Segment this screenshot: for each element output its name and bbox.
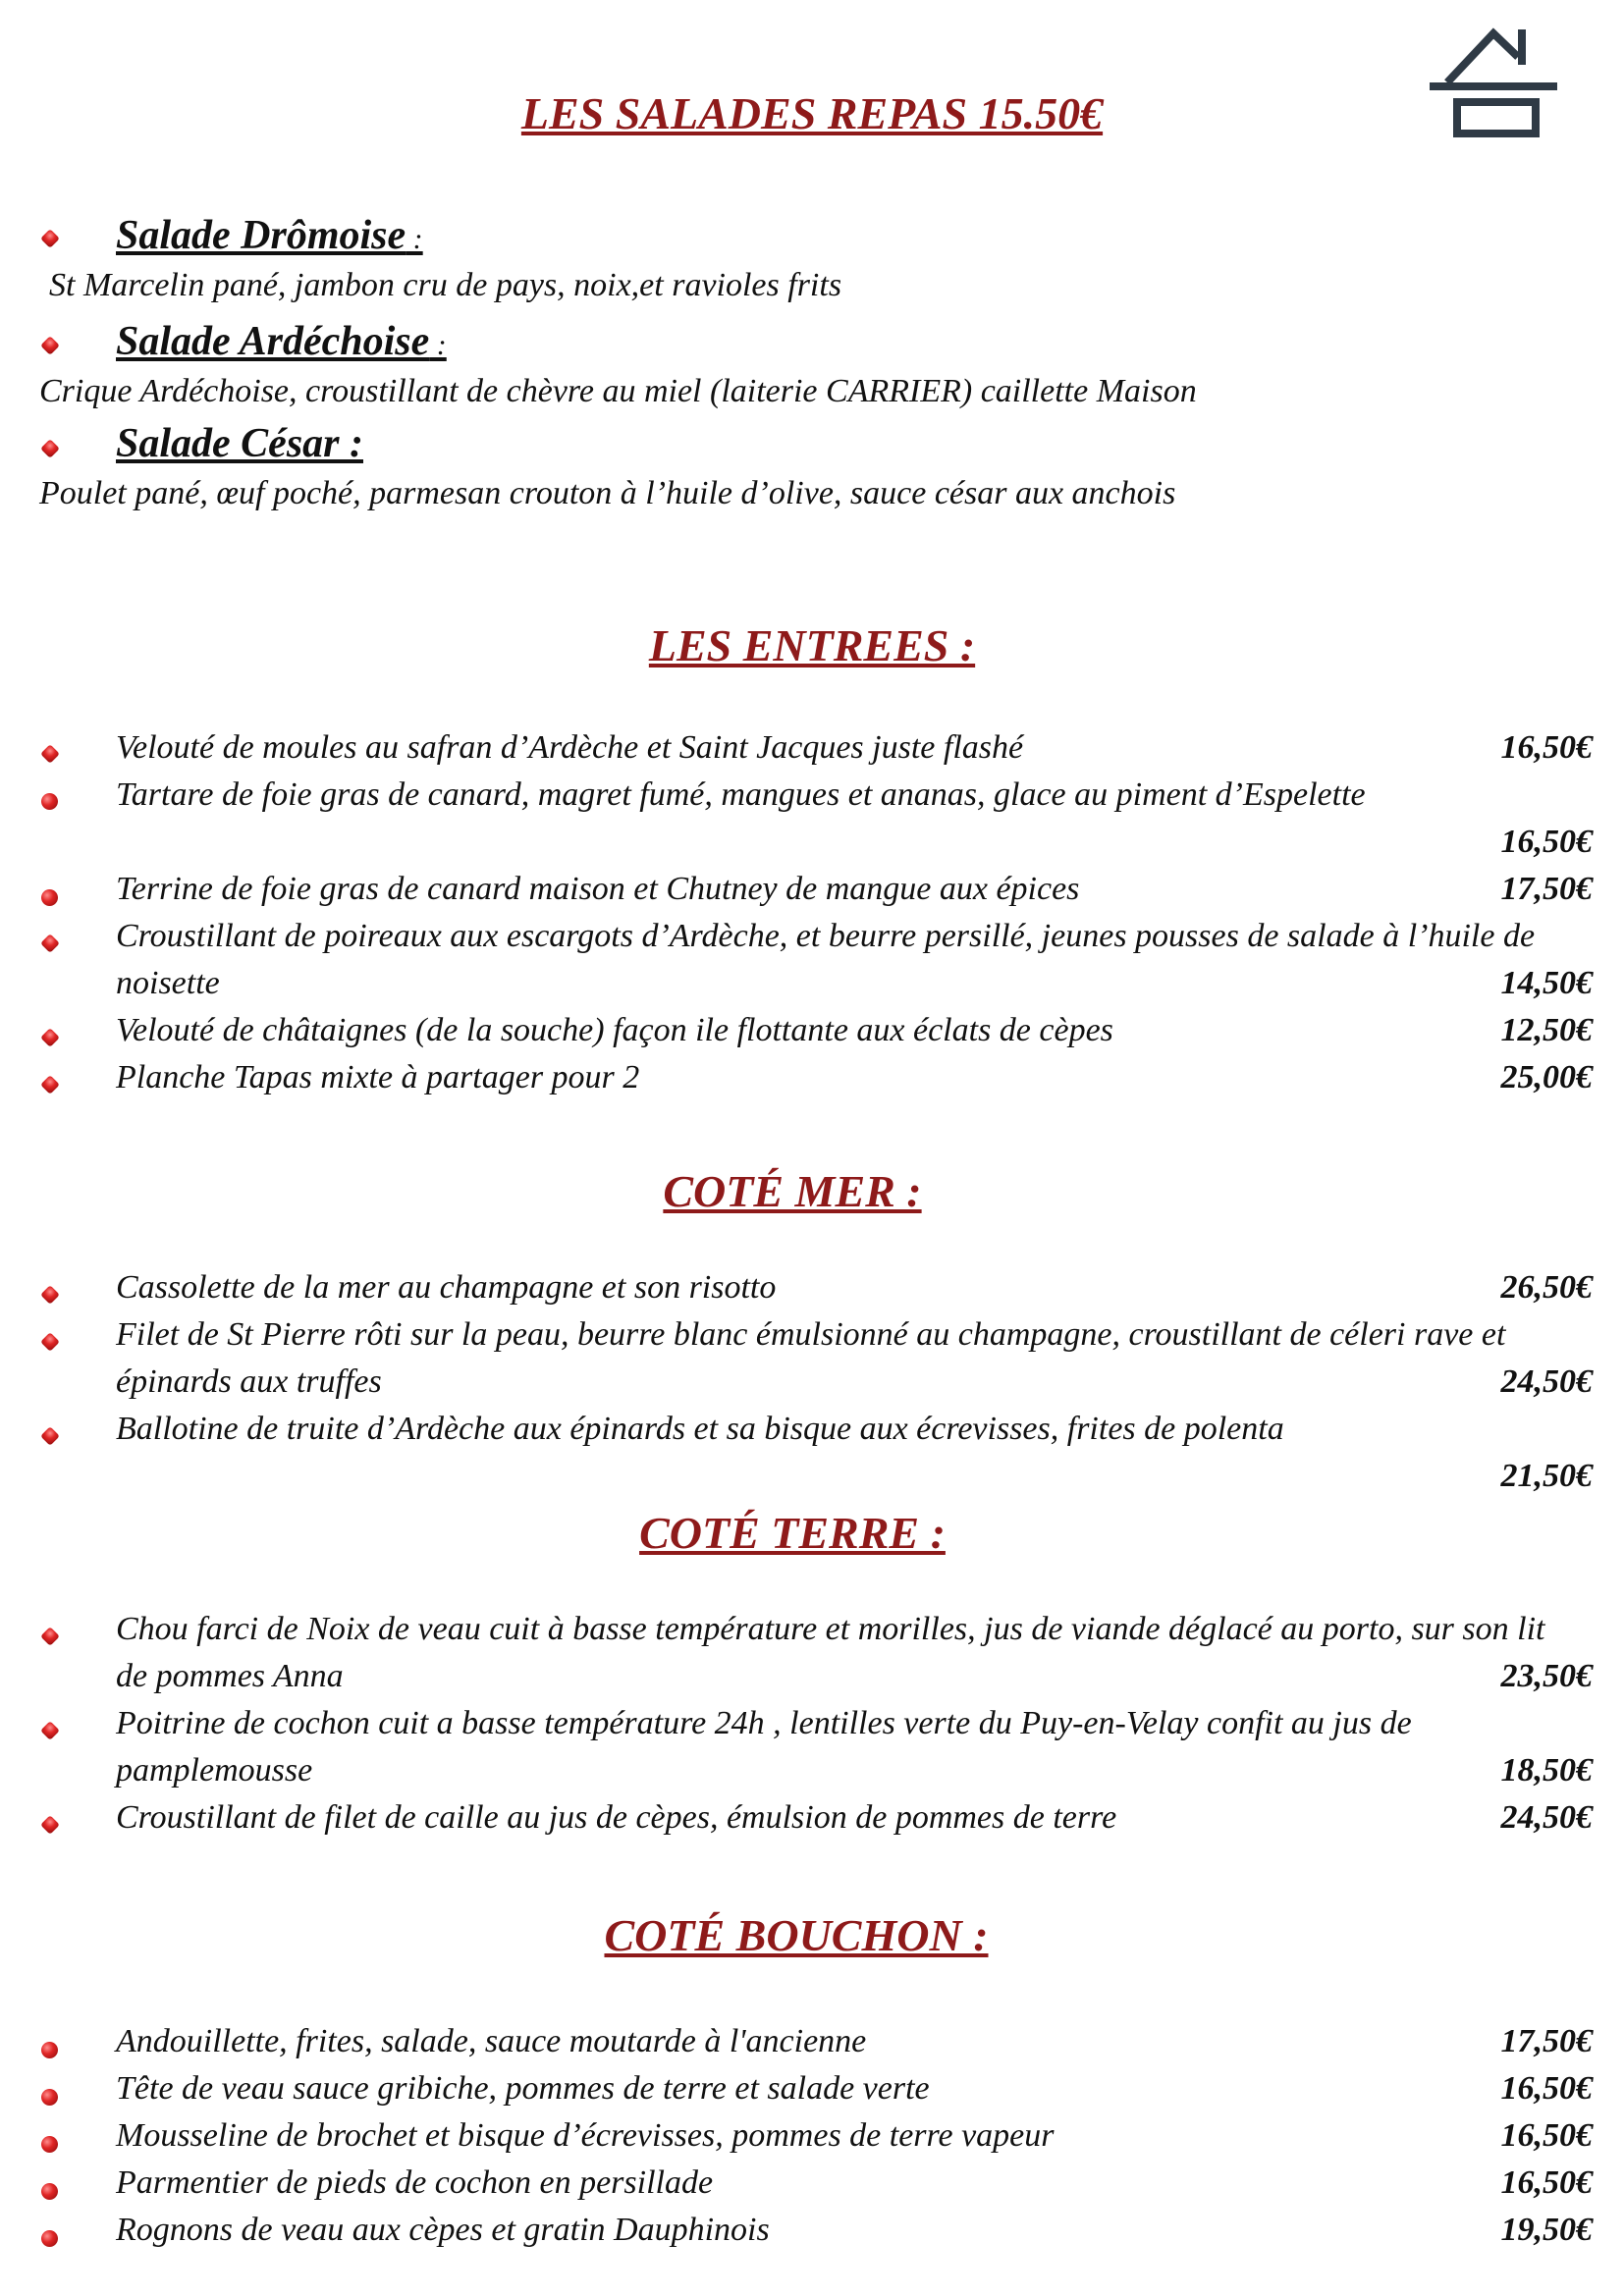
- salad-desc: St Marcelin pané, jambon cru de pays, noix,et ravioles frits: [49, 267, 842, 303]
- bullet-icon: [40, 1028, 60, 1047]
- item-price: 23,50€: [1500, 1658, 1593, 1694]
- menu-item: [116, 2112, 1589, 2160]
- terre-title: COTÉ TERRE :: [639, 1508, 946, 1558]
- item-price: 19,50€: [1500, 2212, 1593, 2248]
- bouchon-title: COTÉ BOUCHON :: [604, 1910, 989, 1960]
- menu-item: [116, 1794, 1589, 1842]
- item-price: 26,50€: [1500, 1269, 1593, 1306]
- salad-name: [116, 418, 363, 469]
- item-price: 16,50€: [1500, 729, 1593, 766]
- salad-desc: Poulet pané, œuf poché, parmesan crouton à l’huile d’olive, sauce césar aux anchois: [39, 475, 1176, 511]
- item-text: Poitrine de cochon cuit a basse température 24h , lentilles verte du Puy-en-Velay confit au jus de pamplemousse: [116, 1705, 1412, 1789]
- item-price: 14,50€: [1500, 965, 1593, 1001]
- item-price: 12,50€: [1500, 1012, 1593, 1048]
- bullet-icon: [41, 2042, 58, 2058]
- menu-item: [116, 724, 1589, 772]
- menu-item: [116, 2160, 1589, 2207]
- salad-name: [116, 210, 423, 265]
- item-text: Planche Tapas mixte à partager pour 2: [116, 1059, 640, 1095]
- mer-title: COTÉ MER :: [663, 1166, 922, 1216]
- bullet-icon: [40, 1815, 60, 1835]
- item-text: Ballotine de truite d’Ardèche aux épinards et sa bisque aux écrevisses, frites de polenta: [116, 1411, 1284, 1447]
- bullet-icon: [40, 1285, 60, 1305]
- entrees-title: LES ENTREES :: [648, 620, 976, 670]
- bullet-icon: [40, 744, 60, 764]
- bullet-icon: [40, 1426, 60, 1446]
- menu-item: [116, 1264, 1589, 1311]
- item-price: 16,50€: [1500, 2070, 1593, 2107]
- bullet-icon: [40, 336, 60, 355]
- item-text: Terrine de foie gras de canard maison et Chutney de mangue aux épices: [116, 871, 1080, 907]
- menu-item: [116, 913, 1589, 1007]
- item-price: 16,50€: [1500, 2117, 1593, 2154]
- item-text: Tête de veau sauce gribiche, pommes de terre et salade verte: [116, 2070, 930, 2107]
- bullet-icon: [41, 2230, 58, 2247]
- bullet-icon: [41, 889, 58, 906]
- item-text: Velouté de moules au safran d’Ardèche et Saint Jacques juste flashé: [116, 729, 1024, 766]
- item-price: 24,50€: [1500, 1799, 1593, 1836]
- salad-name: [116, 316, 447, 371]
- bullet-icon: [40, 1721, 60, 1740]
- item-text: Parmentier de pieds de cochon en persillade: [116, 2164, 714, 2201]
- item-text: Cassolette de la mer au champagne et son risotto: [116, 1269, 777, 1306]
- menu-item: [116, 866, 1589, 913]
- item-text: Andouillette, frites, salade, sauce moutarde à l'ancienne: [116, 2023, 867, 2059]
- bullet-icon: [40, 1075, 60, 1095]
- item-price: 21,50€: [1500, 1458, 1593, 1494]
- salad-name-text: Salade Ardéchoise: [116, 319, 430, 364]
- menu-item: [116, 2065, 1589, 2112]
- item-price: 17,50€: [1500, 2023, 1593, 2059]
- item-price: 17,50€: [1500, 871, 1593, 907]
- item-text: Croustillant de filet de caille au jus de cèpes, émulsion de pommes de terre: [116, 1799, 1117, 1836]
- item-text: Mousseline de brochet et bisque d’écrevisses, pommes de terre vapeur: [116, 2117, 1055, 2154]
- menu-item: [116, 1311, 1589, 1406]
- item-price: 16,50€: [1500, 2164, 1593, 2201]
- item-price: 16,50€: [1500, 824, 1593, 860]
- bullet-icon: [41, 793, 58, 810]
- menu-item: [116, 2018, 1589, 2065]
- menu-item: [116, 1054, 1589, 1101]
- salad-name-text: Salade César :: [116, 421, 363, 466]
- item-text: Chou farci de Noix de veau cuit à basse température et morilles, jus de viande déglacé au porto, sur son lit de pommes Anna: [116, 1611, 1545, 1694]
- item-text: Rognons de veau aux cèpes et gratin Dauphinois: [116, 2212, 770, 2248]
- item-price: 25,00€: [1500, 1059, 1593, 1095]
- bullet-icon: [41, 2183, 58, 2200]
- menu-item: [116, 1700, 1589, 1794]
- item-price: 24,50€: [1500, 1363, 1593, 1400]
- bullet-icon: [40, 1627, 60, 1646]
- menu-item: [116, 1007, 1589, 1054]
- salades-title: LES SALADES REPAS 15.50€: [520, 88, 1104, 138]
- bullet-icon: [41, 2089, 58, 2106]
- salad-colon: :: [429, 329, 447, 361]
- bullet-icon: [40, 439, 60, 458]
- item-text: Tartare de foie gras de canard, magret fumé, mangues et ananas, glace au piment d’Espelette: [116, 776, 1366, 813]
- menu-item: [116, 772, 1549, 819]
- salad-name-text: Salade Drômoise: [116, 213, 406, 258]
- bullet-icon: [40, 934, 60, 953]
- menu-item: [116, 2207, 1589, 2254]
- bullet-icon: [41, 2136, 58, 2153]
- menu-item: [116, 1406, 1589, 1453]
- salad-colon: :: [406, 223, 423, 255]
- menu-item: [116, 1606, 1589, 1700]
- item-text: Filet de St Pierre rôti sur la peau, beurre blanc émulsionné au champagne, croustillant de céleri rave et épinards aux truffes: [116, 1316, 1506, 1400]
- salad-desc: Crique Ardéchoise, croustillant de chèvre au miel (laiterie CARRIER) caillette Maison: [39, 373, 1197, 409]
- bullet-icon: [40, 229, 60, 248]
- item-price: 18,50€: [1500, 1752, 1593, 1789]
- item-text: Croustillant de poireaux aux escargots d’Ardèche, et beurre persillé, jeunes pousses de salade à l’huile de noisette: [116, 918, 1536, 1001]
- item-text: Velouté de châtaignes (de la souche) façon ile flottante aux éclats de cèpes: [116, 1012, 1113, 1048]
- bullet-icon: [40, 1332, 60, 1352]
